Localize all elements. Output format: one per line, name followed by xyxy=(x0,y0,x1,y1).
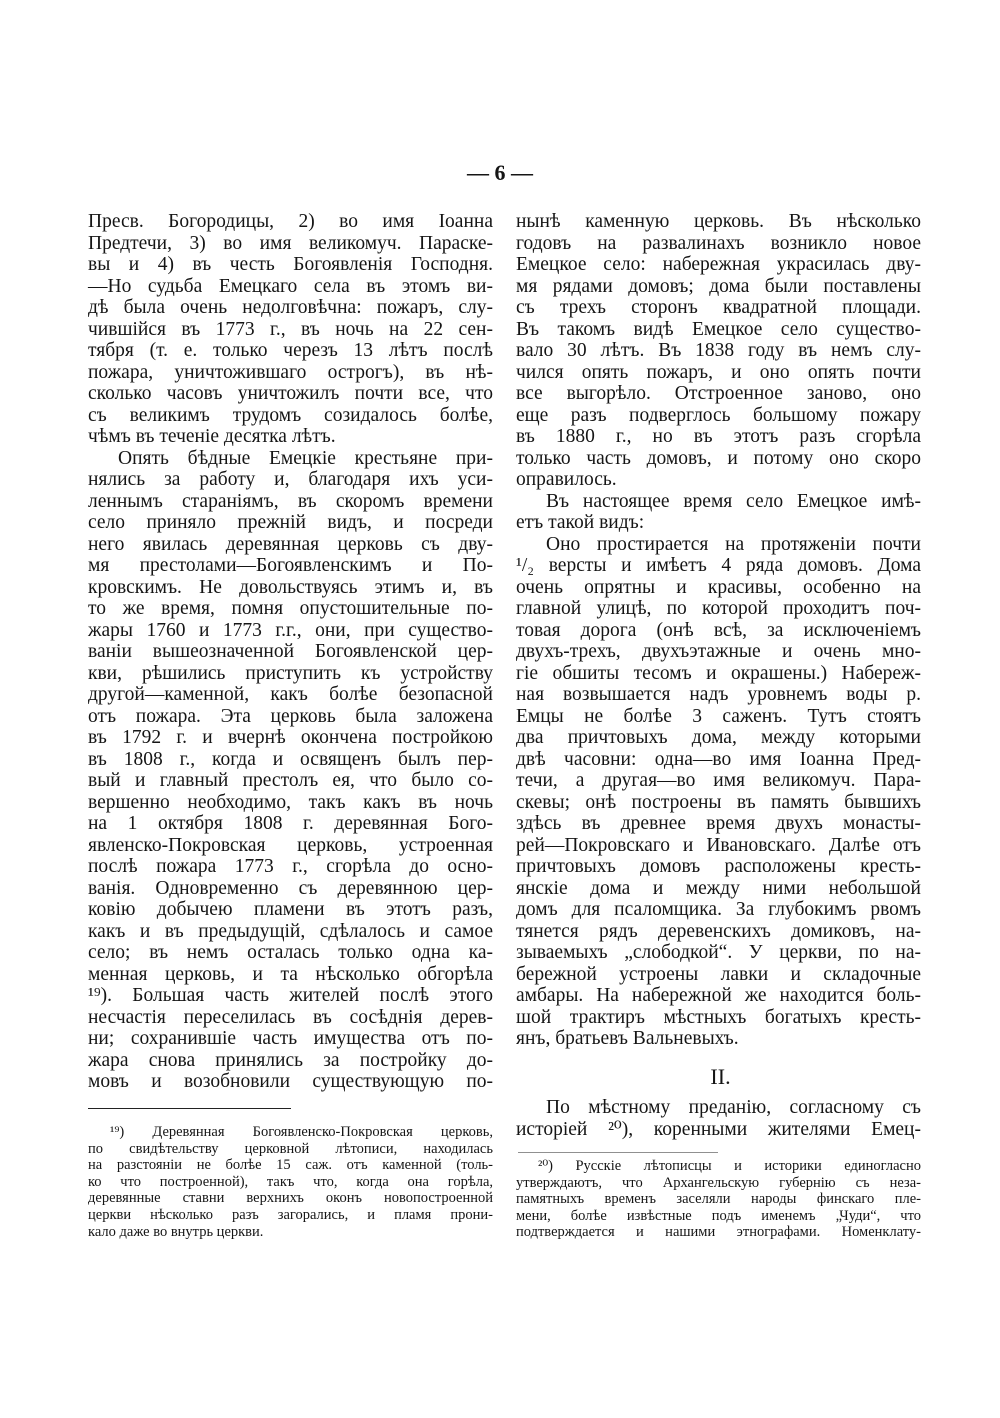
text-line: послѣ пожара 1773 г., сгорѣла до осно- xyxy=(88,856,493,877)
text-line: жара снова принялись за постройку до- xyxy=(88,1049,493,1071)
text-line: менная церковь, и та нѣсколько обгорѣла xyxy=(88,963,493,985)
text-line: главной улицѣ, по которой проходитъ поч- xyxy=(516,598,921,619)
text-line: него явилась деревянная церковь съ дву- xyxy=(88,533,493,555)
text-line: село приняло прежній видъ, и посреди xyxy=(88,512,493,533)
text-line: памятныхъ временъ заселяли народы финскаго пле- xyxy=(516,1191,921,1208)
text-line: скевы; онѣ построены въ память бывшихъ xyxy=(516,791,921,813)
right-column-text xyxy=(516,211,921,1050)
text-line: зываемыхъ „слободкой“. У церкви, по на- xyxy=(516,942,921,963)
left-column-text xyxy=(88,211,493,1093)
text-line: явленско-Покровская церковь, устроенная xyxy=(88,834,493,856)
text-line: ¹⁹). Большая часть жителей послѣ этого xyxy=(88,985,493,1006)
text-line: янъ, братьевъ Вальневыхъ. xyxy=(516,1028,739,1049)
text-line: здѣсь въ древнее время двухъ монасты- xyxy=(516,813,921,834)
text-line: исторіей ²⁰), коренными жителями Емец- xyxy=(516,1118,921,1140)
text-line: домъ для псаломщика. За глубокимъ рвомъ xyxy=(516,899,921,920)
text-line: ваніи вышеозначенной Богоявленской цер- xyxy=(88,641,493,662)
text-line: леннымъ стараніямъ, въ скоромъ времени xyxy=(88,490,493,512)
text-line: съ великимъ трудомъ созидалось болѣе, xyxy=(88,404,493,426)
text-line: въ 1880 г., но въ этотъ разъ сгорѣла xyxy=(516,426,921,447)
footnote-divider xyxy=(518,1152,718,1153)
text-line: тянется рядъ деревенскихъ домиковъ, на- xyxy=(516,920,921,942)
text-line: мовъ и возобновили существующую по- xyxy=(88,1071,493,1092)
text-line: товая дорога (онѣ всѣ, за исключеніемъ xyxy=(516,619,921,641)
text-line: то же время, помня опустошительные по- xyxy=(88,598,493,619)
text-line: ная возвышается надъ уровнемъ воды р. xyxy=(516,684,921,705)
text-line: вы и 4) въ честь Богоявленія Господня. xyxy=(88,254,493,275)
text-line: нынѣ каменную церковь. Въ нѣсколько xyxy=(516,211,921,232)
text-line: вало 30 лѣтъ. Въ 1838 году въ немъ слу- xyxy=(516,340,921,361)
text-line: по свидѣтельству церковной лѣтописи, находилась xyxy=(88,1140,493,1157)
text-line: рей—Покровскаго и Ивановскаго. Далѣе отъ xyxy=(516,834,921,856)
text-line: мени, болѣе извѣстные подъ именемъ „Чуди“, что xyxy=(516,1207,921,1224)
text-line: Емцы не болѣе 3 саженъ. Тутъ стоятъ xyxy=(516,705,921,727)
text-line: кровскимъ. Не довольствуясь этимъ и, въ xyxy=(88,576,493,598)
text-line: мя рядами домовъ; дома были поставлены xyxy=(516,275,921,297)
text-line: двѣ часовни: одна—во имя Іоанна Пред- xyxy=(516,748,921,770)
text-line: Предтечи, 3) во имя великомуч. Параске- xyxy=(88,232,493,254)
text-line: нялись за работу и, благодаря ихъ уси- xyxy=(88,469,493,490)
page-number: — 6 — xyxy=(467,160,533,185)
text-line: мя престолами—Богоявленскимъ и По- xyxy=(88,555,493,576)
text-line: кви, рѣшились приступить къ устройству xyxy=(88,662,493,684)
text-line: Въ настоящее время село Емецкое имѣ- xyxy=(546,490,921,512)
section-paragraph xyxy=(516,1097,921,1140)
text-line: сколько часовъ уничтожилъ почти все, что xyxy=(88,383,493,404)
text-line: Емецкое село: набережная украсилась дву- xyxy=(516,254,921,275)
text-line: Пресв. Богородицы, 2) во имя Іоанна xyxy=(88,211,493,232)
text-line: течи, а другая—во имя великомуч. Пара- xyxy=(516,770,921,791)
text-line: шой трактиръ мѣстныхъ богатыхъ кресть- xyxy=(516,1006,921,1028)
text-line: село; въ немъ осталась только одна ка- xyxy=(88,942,493,963)
text-line: деревянные ставни верхнихъ оконъ новопостроенной xyxy=(88,1190,493,1207)
text-line: Оно простирается на протяженіи почти xyxy=(546,533,921,555)
text-line: церкви нѣсколько разъ загорались, и пламя прони- xyxy=(88,1206,493,1223)
text-line: годовъ на развалинахъ возникло новое xyxy=(516,232,921,254)
text-line: чѣмъ въ теченіе десятка лѣтъ. xyxy=(88,426,336,447)
text-line: какъ и въ предыдущій, сдѣлалось и самое xyxy=(88,920,493,942)
section-heading: II. xyxy=(710,1064,731,1089)
text-line: очень опрятны и красивы, особенно на xyxy=(516,576,921,598)
text-line: только часть домовъ, и потому оно скоро xyxy=(516,447,921,469)
text-line: гіе обшиты тесомъ и окрашены.) Набереж- xyxy=(516,662,921,684)
text-line: все выгорѣло. Отстроенное заново, оно xyxy=(516,383,921,404)
text-line: ко что построенной), такъ что, когда она горѣла, xyxy=(88,1173,493,1190)
text-line: ²⁰) Русскіе лѣтописцы и историки единогласно xyxy=(538,1158,921,1174)
text-line: двухъ-трехъ, двухъэтажные и очень мно- xyxy=(516,641,921,662)
text-line: ванія. Одновременно съ деревянною цер- xyxy=(88,877,493,899)
text-line: чившійся въ 1773 г., въ ночь на 22 сен- xyxy=(88,318,493,340)
text-line: оправилось. xyxy=(516,469,617,490)
text-line: вершенно необходимо, такъ какъ въ ночь xyxy=(88,791,493,813)
text-line: утверждаютъ, что Архангельскую губернію съ неза- xyxy=(516,1174,921,1191)
text-line: пожара, уничтожившаго острогъ), въ нѣ- xyxy=(88,361,493,383)
text-line: на разстояніи не болѣе 15 саж. отъ каменной (толь- xyxy=(88,1157,493,1174)
text-line: тября (т. е. только черезъ 13 лѣтъ послѣ xyxy=(88,340,493,361)
text-line: По мѣстному преданію, согласному съ xyxy=(546,1097,921,1118)
text-line: два причтовыхъ дома, между которыми xyxy=(516,727,921,748)
text-line: амбары. На набережной же находится боль- xyxy=(516,985,921,1006)
text-line: —Но судьба Емецкаго села въ этомъ ви- xyxy=(88,275,493,297)
text-line: чился опять пожаръ, и оно опять почти xyxy=(516,361,921,383)
text-line: етъ такой видъ: xyxy=(516,512,645,533)
text-line: вый и главный престолъ ея, что было со- xyxy=(88,770,493,791)
text-line: бережной устроены лавки и складочные xyxy=(516,963,921,985)
text-line: еще разъ подверглось большому пожару xyxy=(516,404,921,426)
text-line: причтовыхъ домовъ расположены кресть- xyxy=(516,856,921,877)
footnote-divider xyxy=(88,1108,291,1109)
text-line: ¹/₂ версты и имѣетъ 4 ряда домовъ. Дома xyxy=(516,555,921,576)
text-line: въ 1808 г., когда и освященъ былъ пер- xyxy=(88,748,493,770)
text-line: ¹⁹) Деревянная Богоявленско-Покровская церковь, xyxy=(110,1124,493,1140)
text-line: Опять бѣдные Емецкіе крестьяне при- xyxy=(118,447,493,469)
text-line: жары 1760 и 1773 г.г., они, при существо- xyxy=(88,619,493,641)
text-line: въ 1792 г. и вчернѣ окончена постройкою xyxy=(88,727,493,748)
text-line: Въ такомъ видѣ Емецкое село существо- xyxy=(516,318,921,340)
text-line: ковію добычею пламени въ этотъ разъ, xyxy=(88,899,493,920)
footnote-19 xyxy=(88,1124,493,1240)
text-line: съ трехъ сторонъ квадратной площади. xyxy=(516,297,921,318)
footnote-20 xyxy=(516,1158,921,1241)
text-line: янскіе дома и между ними небольшой xyxy=(516,877,921,899)
text-line: на 1 октября 1808 г. деревянная Бого- xyxy=(88,813,493,834)
text-line: дѣ была очень недолговѣчна: пожаръ, слу- xyxy=(88,297,493,318)
text-line: кало даже во внутрь церкви. xyxy=(88,1223,264,1240)
text-line: отъ пожара. Эта церковь была заложена xyxy=(88,705,493,727)
text-line: другой—каменной, какъ болѣе безопасной xyxy=(88,684,493,705)
text-line: ни; сохранившіе часть имущества отъ по- xyxy=(88,1028,493,1049)
text-line: подтверждается и нашими этнографами. Номенклату- xyxy=(516,1224,921,1241)
text-line: несчастія переселилась въ сосѣднія дерев- xyxy=(88,1006,493,1028)
